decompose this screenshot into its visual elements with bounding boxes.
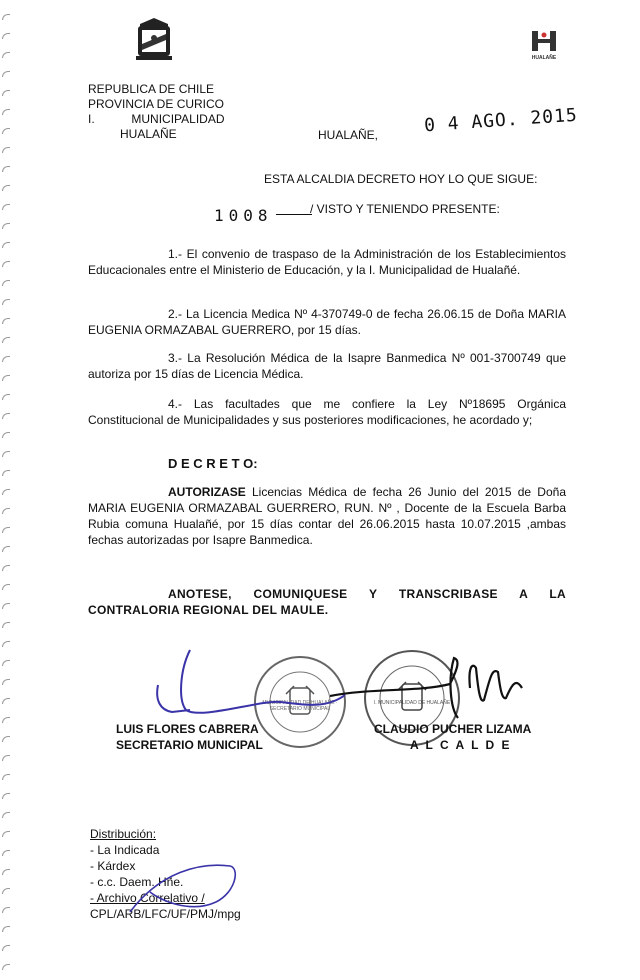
- binder-hole: [2, 812, 10, 818]
- header-block: [88, 82, 224, 142]
- binder-hole: [2, 774, 10, 780]
- binder-hole: [2, 375, 10, 381]
- distribution-item: - Archivo Correlativo /: [90, 891, 205, 905]
- binder-hole: [2, 793, 10, 799]
- binder-hole: [2, 888, 10, 894]
- binder-hole: [2, 641, 10, 647]
- signer-left-title: SECRETARIO MUNICIPAL: [116, 738, 263, 752]
- binder-hole: [2, 33, 10, 39]
- distribution-item: - c.c. Daem. Hñe.: [90, 875, 184, 889]
- closing-line: ANOTESE, COMUNIQUESE Y TRANSCRIBASE A LA CONTRALORIA REGIONAL DEL MAULE.: [88, 587, 566, 617]
- visto-line: / VISTO Y TENIENDO PRESENTE:: [310, 202, 500, 216]
- binder-hole: [2, 166, 10, 172]
- signature-right: [330, 648, 530, 728]
- binder-hole: [2, 508, 10, 514]
- binder-hole: [2, 109, 10, 115]
- distribution-initial-mark: [120, 852, 250, 922]
- alcaldia-line: ESTA ALCALDIA DECRETO HOY LO QUE SIGUE:: [264, 172, 538, 186]
- binder-hole: [2, 546, 10, 552]
- distribution-item: - La Indicada: [90, 843, 160, 857]
- binder-hole: [2, 907, 10, 913]
- binder-hole: [2, 432, 10, 438]
- consideration-3: 3.- La Resolución Médica de la Isapre Banmedica Nº 001-3700749 que autoriza por 15 días de Licencia Médica.: [88, 351, 566, 381]
- binder-hole: [2, 299, 10, 305]
- consideration-4: 4.- Las facultades que me confiere la Ley Nº18695 Orgánica Constitucional de Municipalidades y sus posteriores modificaciones, he acordado y;: [88, 397, 566, 427]
- binder-hole: [2, 850, 10, 856]
- distribution-title: Distribución:: [90, 827, 157, 841]
- binder-hole: [2, 337, 10, 343]
- binder-hole: [2, 584, 10, 590]
- binder-hole: [2, 698, 10, 704]
- binder-hole: [2, 356, 10, 362]
- binder-hole: [2, 717, 10, 723]
- header-municipality: [88, 112, 224, 127]
- signer-left-name: LUIS FLORES CABRERA: [116, 722, 259, 736]
- signer-right-title: A L C A L D E: [410, 738, 512, 752]
- binder-hole: [2, 318, 10, 324]
- binder-holes: [0, 0, 14, 980]
- binder-hole: [2, 565, 10, 571]
- header-muni-name: HUALAÑE: [120, 127, 177, 141]
- hualane-logo: [526, 30, 562, 64]
- binder-hole: [2, 394, 10, 400]
- binder-hole: [2, 185, 10, 191]
- binder-hole: [2, 964, 10, 970]
- coat-of-arms-logo: [134, 18, 174, 62]
- binder-hole: [2, 945, 10, 951]
- signature-left: [150, 640, 350, 730]
- seal-right-text: I. MUNICIPALIDAD DE HUALAÑE: [373, 700, 451, 706]
- binder-hole: [2, 147, 10, 153]
- distribution-item: - Kárdex: [90, 859, 136, 873]
- binder-hole: [2, 204, 10, 210]
- binder-hole: [2, 831, 10, 837]
- binder-hole: [2, 128, 10, 134]
- binder-hole: [2, 622, 10, 628]
- binder-hole: [2, 90, 10, 96]
- binder-hole: [2, 489, 10, 495]
- decreto-heading: D E C R E T O:: [168, 456, 258, 471]
- binder-hole: [2, 52, 10, 58]
- binder-hole: [2, 413, 10, 419]
- distribution-initials: CPL/ARB/LFC/UF/PMJ/mpg: [90, 907, 241, 921]
- binder-hole: [2, 470, 10, 476]
- decreto-body: [88, 484, 566, 548]
- binder-hole: [2, 14, 10, 20]
- signer-right-name: CLAUDIO PUCHER LIZAMA: [374, 722, 532, 736]
- decreto-authorize: AUTORIZASE: [168, 485, 246, 499]
- binder-hole: [2, 679, 10, 685]
- binder-hole: [2, 660, 10, 666]
- binder-hole: [2, 869, 10, 875]
- binder-hole: [2, 736, 10, 742]
- binder-hole: [2, 527, 10, 533]
- header-province: PROVINCIA DE CURICO: [88, 97, 225, 111]
- binder-hole: [2, 280, 10, 286]
- decree-number: 1008: [214, 206, 273, 225]
- binder-hole: [2, 755, 10, 761]
- header-muni-prefix: I.: [88, 112, 95, 126]
- decreto-text: Licencias Médica de fecha 26 Junio del 2015 de Doña MARIA EUGENIA ORMAZABAL GUERRERO, RUN. Nº , Docente de la Escuela Barba Rubia comuna Hualañé, por 15 días contar del 26.06.2015 hasta 10.07.2015 ,ambas fechas autorizadas por Isapre Banmedica.: [88, 485, 566, 547]
- consideration-2: 2.- La Licencia Medica Nº 4-370749-0 de fecha 26.06.15 de Doña MARIA EUGENIA ORMAZABAL GUERRERO, por 15 días.: [88, 307, 566, 337]
- header-republic: REPUBLICA DE CHILE: [88, 82, 215, 96]
- place-label: HUALAÑE,: [318, 128, 379, 142]
- binder-hole: [2, 603, 10, 609]
- hualane-logo-mark: [530, 30, 558, 52]
- hualane-logo-text: HUALAÑE: [531, 55, 557, 61]
- binder-hole: [2, 242, 10, 248]
- header-muni-word: MUNICIPALIDAD: [131, 112, 225, 126]
- binder-hole: [2, 926, 10, 932]
- binder-hole: [2, 261, 10, 267]
- binder-hole: [2, 71, 10, 77]
- date-stamp: 0 4 AGO. 2015: [423, 104, 579, 137]
- consideration-1: 1.- El convenio de traspaso de la Administración de los Establecimientos Educacionales entre el Ministerio de Educación, y la I. Municipalidad de Hualañé.: [88, 247, 566, 277]
- decree-number-strike: [276, 214, 312, 215]
- binder-hole: [2, 223, 10, 229]
- binder-hole: [2, 451, 10, 457]
- seal-left-text: MUNICIPALIDAD DE HUALAÑE · SECRETARIO MUNICIPAL: [262, 700, 338, 712]
